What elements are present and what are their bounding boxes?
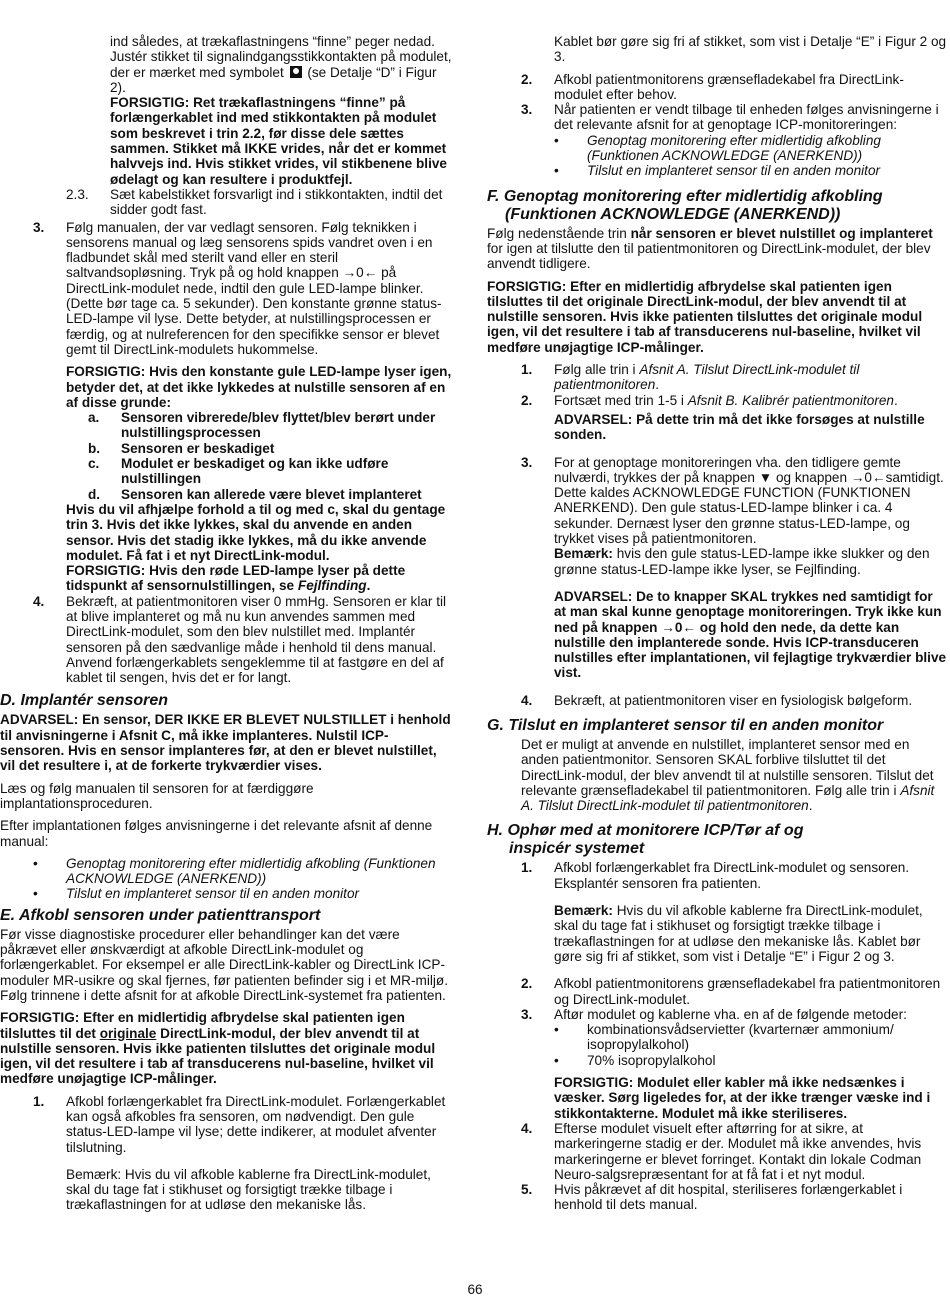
section-h-step-4: 4. Efterse modulet visuelt efter aftørring for at sikre, at markeringerne stadig er der. Modulet må ikke anvendes, hvis markeringerne er blevet forringet. Kontakt din lokale Codman Neuro-salgsrepræsentant for at få fat i et nyt modul.: [521, 1120, 922, 1182]
reason-a: a. Sensoren vibrerede/blev flyttet/blev berørt under nulstillingsprocessen: [88, 410, 436, 441]
section-d-bullet-1: • Genoptag monitorering efter midlertidig afkobling (Funktionen ACKNOWLEDGE (ANERKEND)): [33, 855, 436, 887]
section-h-bullet-1: • kombinationsvådservietter (kvarternær ammonium/ isopropylalkohol): [554, 1022, 894, 1053]
section-e-heading: E. Afkobl sensoren under patienttransport: [0, 906, 321, 924]
section-d-paragraph-2: Efter implantationen følges anvisningerne i det relevante afsnit af denne manual:: [0, 818, 433, 849]
section-e-bullet-1: • Genoptag monitorering efter midlertidig afkobling (Funktionen ACKNOWLEDGE (ANERKEND)): [554, 132, 881, 164]
step-2-2-text: ind således, at trækaflastningens “finne” peger nedad. Justér stikket til signalindgangsstikkontakten på modulet, der er mærket med symbolet: [110, 34, 452, 80]
section-e-caution: FORSIGTIG: Efter en midlertidig afbrydelse skal patienten igen tilsluttes til det originale DirectLink-modul, der blev anvendt til at nulstille sensoren. Hvis ikke patienten tilsluttes det originale modul igen, vil det resultere i tab af transducerens nul-baseline, hvilket vil medføre unøjagtige ICP-målinger.: [0, 1010, 436, 1087]
section-f-step-2: 2. Fortsæt med trin 1-5 i Afsnit B. Kalibrér patientmonitoren. ADVARSEL: På dette trin må det ikke forsøges at nulstille sonden.: [487, 393, 947, 443]
section-f-intro: Følg nedenstående trin når sensoren er blevet nulstillet og implanteret for igen at tilslutte den til patientmonitoren og DirectLink-modulet, der blev anvendt tidligere.: [487, 225, 933, 272]
reason-c: c. Modulet er beskadiget og kan ikke udføre nulstillingen: [88, 456, 389, 487]
signal-input-symbol-icon: [290, 66, 302, 78]
section-g-paragraph: Det er muligt at anvende en nulstillet, implanteret sensor med en anden patientmonitor. Sensoren SKAL forblive tilsluttet til det DirectLink-modul, der blev anvendt til at nulstille sensoren. Tilslut det relevante grænsefladekabel til patientmonitoren. Følg alle trin i Afsnit A. Tilslut DirectLink-modulet til patientmonitoren.: [521, 736, 935, 814]
section-f-step-3-warning: ADVARSEL: De to knapper SKAL trykkes ned samtidigt for at man skal kunne genoptage monitoreringen. Tryk ikke kun ned på knappen →0← og hold den nede, da dette kan nulstille den implanterede sonde. Hvis ICP-transduceren nulstilles efter implantationen, vil fejlagtige trykværdier blive vist.: [554, 588, 947, 681]
section-e-continuation: Kablet bør gøre sig fri af stikket, som vist i Detalje “E” i Figur 2 og 3.: [554, 34, 947, 65]
section-e-step-1: 1. Afkobl forlængerkablet fra DirectLink-modulet. Forlængerkablet kan også afkobles fra sensoren, om nødvendigt. Den gule status-LED-lampe vil lyse; dette indikerer, at modulet afventer tilslutning. Bemærk: Hvis du vil afkoble kablerne fra DirectLink-modulet, skal du tage fat i stikhuset og forsigtigt trække tilbage i trækaflastningen for at udløse den mekaniske lås.: [0, 1094, 452, 1213]
step-4: 4. Bekræft, at patientmonitoren viser 0 mmHg. Sensoren er klar til at blive implanteret og må nu kun anvendes sammen med DirectLink-modulet, som den blev nulstillet med. Implantér sensoren på den sædvanlige måde i henhold til dens manual. Anvend forlængerkablets sengeklemme til at fastgøre en del af kablet til sengen, hvis det er for langt.: [33, 593, 447, 686]
section-e-paragraph: Før visse diagnostiske procedurer eller behandlinger kan det være påkrævet eller ønskværdigt at afkoble DirectLink-modulet og forlængerkablet. For eksempel er alle DirectLink-kabler og DirectLink ICP-moduler MR-usikre og skal fjernes, før patienten befinder sig i et MR-miljø. Følg trinnene i dette afsnit for at afkoble DirectLink-systemet fra patienten.: [0, 926, 448, 1003]
section-h-step-2: 2. Afkobl patientmonitorens grænsefladekabel fra patientmonitoren og DirectLink-modulet.: [521, 976, 941, 1007]
section-h-step-5: 5. Hvis påkrævet af dit hospital, steriliseres forlængerkablet i henhold til dets manual.: [521, 1182, 903, 1213]
section-f-step-1: 1. Følg alle trin i Afsnit A. Tilslut DirectLink-modulet til patientmonitoren.: [521, 362, 860, 393]
section-h-step-1: 1. Afkobl forlængerkablet fra DirectLink-modulet og sensoren. Eksplantér sensoren fra patienten. Bemærk: Hvis du vil afkoble kablerne fra DirectLink-modulet, skal du tage fat i stikhuset og forsigtigt trække tilbage i trækaflastningen for at udløse den mekaniske lås. Kablet bør gøre sig fri af stikket, som vist i Detalje “E” i Figur 2 og 3.: [487, 860, 947, 964]
section-f-heading: F. Genoptag monitorering efter midlertidig afkobling (Funktionen ACKNOWLEDGE (ANERKEND)): [487, 187, 883, 223]
section-d-bullet-2: • Tilslut en implanteret sensor til en anden monitor: [33, 886, 360, 902]
step-2-2-continuation: ind således, at trækaflastningens “finne” peger nedad. Justér stikket til signalindgangsstikkontakten på modulet, der er mærket med symbolet (se Detalje “D” i Figur 2). FORSIGTIG: Ret trækaflastningens “finne” på forlængerkablet ind med stikkontakten på modulet som beskrevet i trin 2.2, før disse dele sættes sammen. Stikket må IKKE vrides, når det er kommet halvvejs ind. Hvis stikket vrides, vil stikbenene blive ødelagt og kan resultere i produktfejl.: [110, 34, 452, 187]
step-3-remedy: Hvis du vil afhjælpe forhold a til og med c, skal du gentage trin 3. Hvis det ikke lykkes, skal du anvende en anden sensor. Hvis det stadig ikke lykkes, må du ikke anvende modulet. Få fat i et nyt DirectLink-modul.: [66, 501, 446, 563]
section-d-heading: D. Implantér sensoren: [0, 692, 169, 710]
section-f-step-3-note: Bemærk: hvis den gule status-LED-lampe ikke slukker og den grønne status-LED-lampe ikke lyser, se Fejlfinding.: [554, 546, 930, 577]
section-h-bullet-2: • 70% isopropylalkohol: [554, 1052, 716, 1068]
section-d-paragraph-1: Læs og følg manualen til sensoren for at færdiggøre implantationsproceduren.: [0, 780, 314, 811]
step-3-caution-red-led: FORSIGTIG: Hvis den røde LED-lampe lyser på dette tidspunkt af sensornulstillingen, se Fejlfinding.: [66, 563, 406, 594]
section-g-heading: G. Tilslut en implanteret sensor til en anden monitor: [487, 716, 884, 734]
right-column: [487, 34, 947, 1213]
section-f-step-3: 3. For at genoptage monitoreringen vha. den tidligere gemte nulværdi, trykkes der på knappen ▼ og knappen →0←samtidigt. Dette kaldes ACKNOWLEDGE FUNCTION (FUNKTIONEN ANERKEND). Den gule status-LED-lampe blinker i ca. 4 sekunder. Dernæst lyser den grønne status-LED-lampe, og trykket vises på patientmonitoren. Bemærk: hvis den gule status-LED-lampe ikke slukker og den grønne status-LED-lampe ikke lyser, se Fejlfinding. ADVARSEL: De to knapper SKAL trykkes ned samtidigt for at man skal kunne genoptage monitoreringen. Tryk ikke kun ned på knappen →0← og hold den nede, da dette kan nulstille den implanterede sonde. Hvis ICP-transduceren nulstilles efter implantationen, vil fejlagtige trykværdier blive vist.: [521, 454, 947, 681]
section-f-step-2-warning: ADVARSEL: På dette trin må det ikke forsøges at nulstille sonden.: [554, 411, 925, 443]
section-h-heading: H. Ophør med at monitorere ICP/Tør af og inspicér systemet: [487, 822, 804, 858]
reason-d: d. Sensoren kan allerede være blevet implanteret: [88, 486, 422, 502]
step-3: 3. Følg manualen, der var vedlagt sensoren. Følg teknikken i sensorens manual og læg sensorens spids vandret oven i en fladbundet skål med sterilt vand eller en steril saltvandsopløsning. Tryk på og hold knappen →0← på DirectLink-modulet nede, indtil den gule LED-lampe blinker. (Dette bør tage ca. 5 sekunder). Den konstante grønne status-LED-lampe vil lyse. Dette betyder, at nulstillingsprocessen er færdig, og at nulreferencen for den specifikke sensor er blevet gemt til DirectLink-modulets hukommelse. FORSIGTIG: Hvis den konstante gule LED-lampe lyser igen, betyder det, at det ikke lykkedes at nulstille sensoren af en af disse grunde: a. Sensoren vibrerede/blev flyttet/blev berørt under nulstillingsprocessen b. Sensoren er beskadiget c. Modulet er beskadiget og kan ikke udføre nulstillingen d. Sensoren kan allerede være blevet implanteret Hvis du vil afhjælpe forhold a til og med c, skal du gentage trin 3. Hvis det ikke lykkes, skal du anvende en anden sensor. Hvis det stadig ikke lykkes, må du ikke anvende modulet. Få fat i et nyt DirectLink-modul. FORSIGTIG: Hvis den røde LED-lampe lyser på dette tidspunkt af sensornulstillingen, se Fejlfinding.: [33, 219, 452, 594]
reason-b: b. Sensoren er beskadiget: [88, 440, 275, 456]
section-e-step-2: 2. Afkobl patientmonitorens grænsefladekabel fra DirectLink-modulet efter behov.: [521, 71, 904, 102]
step-2-2-caution: FORSIGTIG: Ret trækaflastningens “finne” på forlængerkablet ind med stikkontakten på modulet som beskrevet i trin 2.2, før disse dele sættes sammen. Stikket må IKKE vrides, når det er kommet halvvejs ind. Hvis stikket vrides, vil stikbenene blive ødelagt og kan resultere i produktfejl.: [110, 95, 447, 187]
page-number: 66: [467, 1282, 483, 1297]
section-f-caution: FORSIGTIG: Efter en midlertidig afbrydelse skal patienten igen tilsluttes til det originale DirectLink-modul, der blev anvendt til at nulstille sensoren. Hvis ikke patienten tilsluttes det originale modul igen, vil det resultere i tab af transducerens nul-baseline, hvilket vil medføre unøjagtige ICP-målinger.: [487, 278, 923, 355]
section-e-bullet-2: • Tilslut en implanteret sensor til en anden monitor: [554, 163, 881, 179]
section-e-step-3: 3. Når patienten er vendt tilbage til enheden følges anvisningerne i det relevante afsnit for at genoptage ICP-monitoreringen: • Genoptag monitorering efter midlertidig afkobling (Funktionen ACKNOWLEDGE (ANERKEND)) • Tilslut en implanteret sensor til en anden monitor: [487, 102, 947, 178]
section-e-step-1-note: Bemærk: Hvis du vil afkoble kablerne fra DirectLink-modulet, skal du tage fat i stikhuset og forsigtigt trække tilbage i trækaflastningen for at udløse den mekaniske lås.: [66, 1166, 431, 1213]
section-h-step-3: 3. Aftør modulet og kablerne vha. en af de følgende metoder: • kombinationsvådservietter (kvarternær ammonium/ isopropylalkohol) • 70% isopropylalkohol FORSIGTIG: Modulet eller kabler må ikke nedsænkes i væsker. Sørg ligeledes for, at der ikke trænger væske ind i stikkontakterne. Modulet må ikke steriliseres.: [487, 1007, 947, 1121]
section-h-step-1-note: Bemærk: Hvis du vil afkoble kablerne fra DirectLink-modulet, skal du tage fat i stikhuset og forsigtigt trække tilbage i trækaflastningen for at udløse den mekaniske lås. Kablet bør gøre sig fri af stikket, som vist i Detalje “E” i Figur 2 og 3.: [554, 903, 923, 964]
step-3-caution: FORSIGTIG: Hvis den konstante gule LED-lampe lyser igen, betyder det, at det ikke lykkedes at nulstille sensoren af en af disse grunde:: [66, 364, 452, 410]
section-d-warning: ADVARSEL: En sensor, DER IKKE ER BLEVET NULSTILLET i henhold til anvisningerne i Afsnit C, må ikke implanteres. Nulstil ICP-sensoren. Hvis en sensor implanteres før, at den er blevet nulstillet, vil det resultere i, at de forkerte trykværdier vises.: [0, 712, 451, 774]
step-2-3: 2.3. Sæt kabelstikket forsvarligt ind i stikkontakten, indtil det sidder godt fast.: [66, 186, 443, 218]
section-h-step-3-caution: FORSIGTIG: Modulet eller kabler må ikke nedsænkes i væsker. Sørg ligeledes for, at der ikke trænger væske ind i stikkontakterne. Modulet må ikke steriliseres.: [554, 1075, 931, 1121]
left-column: [0, 34, 452, 1213]
section-f-step-4: 4. Bekræft, at patientmonitoren viser en fysiologisk bølgeform.: [521, 692, 913, 708]
